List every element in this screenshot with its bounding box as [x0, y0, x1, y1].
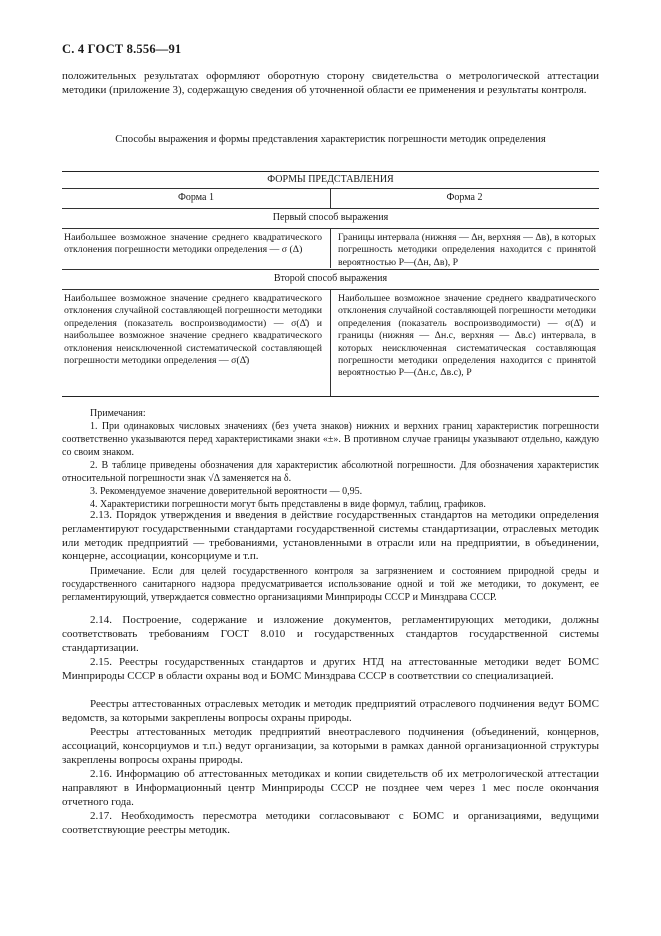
- note-2: 2. В таблице приведены обозначения для характеристик абсолютной погрешности. Для обозначения характеристик относительной погрешности знак √Δ заменяется на δ.: [62, 460, 599, 484]
- method1-heading: Первый способ выражения: [272, 212, 389, 223]
- intro-paragraph: положительных результатах оформляют оборотную сторону свидетельства о метрологической аттестации методики (приложение 3), содержащую сведения об уточненной области ее применения и результаты контроля.: [62, 70, 599, 96]
- table-caption: Способы выражения и формы представления характеристик погрешности методик определения: [115, 134, 546, 145]
- note-3: 3. Рекомендуемое значение доверительной вероятности — 0,95.: [90, 486, 363, 497]
- page-header: С. 4 ГОСТ 8.556—91: [62, 42, 182, 56]
- notes-title: Примечания:: [90, 408, 146, 419]
- method2-heading: Второй способ выражения: [273, 273, 388, 284]
- paragraph-2-13-note: Примечание. Если для целей государственного контроля за загрязнением и состоянием природной среды и государственного санитарного надзора предусматривается использование одной и той же методики, то документ, ее регламентирующий, утверждается совместно организациями Минприроды СССР и Минздрава СССР.: [62, 566, 599, 603]
- paragraph-2-14: 2.14. Построение, содержание и изложение документов, регламентирующих методики, должны соответствовать требованиям ГОСТ 8.010 и государственных стандартов государственной системы стандартизации.: [62, 614, 599, 654]
- note-4: 4. Характеристики погрешности могут быть представлены в виде формул, таблиц, графиков.: [90, 499, 486, 510]
- method2-form1-cell: Наибольшее возможное значение среднего квадратического отклонения случайной составляющей погрешности методики определения (показатель воспроизводимости) — σ(Δ̊) и наибольшее возможное значение среднего квадратического отклонения неисключенной систематической составляющей погрешности методики определения — σ(Δ̊): [64, 293, 322, 367]
- method1-form1-cell: Наибольшее возможное значение среднего квадратического отклонения погрешности методики определения — σ (Δ): [64, 232, 322, 256]
- paragraph-2-13: 2.13. Порядок утверждения и введения в действие государственных стандартов на методики определения регламентируют государственными стандартами государственной системы стандартизации, отраслевых методик или методик предприятий — требованиями, установленными в отрасли или на предприятии, в объединении, концерне, ассоциации, консорциуме и т.п.: [62, 509, 599, 563]
- paragraph-2-15-c: Реестры аттестованных методик предприятий внеотраслевого подчинения (объединений, концернов, ассоциаций, консорциумов и т.п.) ведут организации, за которыми в рамках данной организационной структуры закреплены вопросы охраны природы.: [62, 726, 599, 766]
- paragraph-2-17: 2.17. Необходимость пересмотра методики согласовывают с БОМС и организациями, ведущими соответствующие реестры методик.: [62, 810, 599, 836]
- paragraph-2-15: 2.15. Реестры государственных стандартов и других НТД на аттестованные методики ведет БОМС Минприроды СССР в области охраны вод и БОМС Минздрава СССР в соответствии со специализацией.: [62, 656, 599, 682]
- paragraph-2-16: 2.16. Информацию об аттестованных методиках и копии свидетельств об их метрологической аттестации направляют в Информационный центр Минприроды СССР не позднее чем через 1 мес после окончания отчетного года.: [62, 768, 599, 808]
- note-1: 1. При одинаковых числовых значениях (без учета знаков) нижних и верхних границ характеристик погрешности соответственно указываются перед характеристиками знаки «±». В противном случае границы указывают отдельно, каждую со своим знаком.: [62, 421, 599, 458]
- col-header-form2: Форма 2: [446, 192, 483, 203]
- forms-table: [62, 171, 599, 397]
- notes-block: [62, 407, 599, 511]
- method2-form2-cell: Наибольшее возможное значение среднего квадратического отклонения случайной составляющей погрешности методики определения (показатель воспроизводимости) — σ(Δ̊) и границы (нижняя — Δн.с, верхняя — Δв.с) интервала, в которых неисключенная систематическая составляющая погрешности методики определения находится с принятой вероятностью P—(Δн.с, Δв.с), P: [338, 293, 596, 379]
- col-header-form1: Форма 1: [178, 192, 214, 203]
- paragraph-2-15-b: Реестры аттестованных отраслевых методик и методик предприятий отраслевого подчинения ведут БОМС ведомств, за которыми закреплены вопросы охраны природы.: [62, 698, 599, 724]
- method1-form2-cell: Границы интервала (нижняя — Δн, верхняя — Δв), в которых погрешность методики определения находится с принятой вероятностью P—(Δн, Δв), P: [338, 232, 596, 268]
- table-title: ФОРМЫ ПРЕДСТАВЛЕНИЯ: [267, 174, 394, 185]
